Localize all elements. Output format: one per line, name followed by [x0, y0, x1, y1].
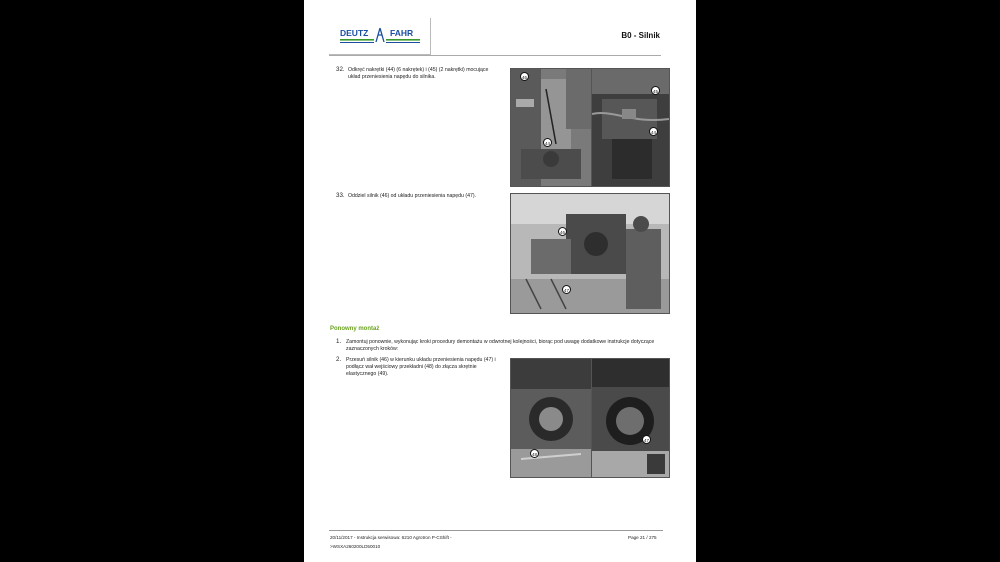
callout-46: 46: [520, 72, 529, 81]
step-32-number: 32.: [336, 66, 345, 73]
callout-46b: 46: [558, 227, 567, 236]
callout-47b: 47: [642, 435, 651, 444]
footer-doc-line2: >WSXA260200LD50010: [330, 544, 381, 549]
callout-44: 44: [543, 138, 552, 147]
reassembly-title: Ponowny montaż: [330, 326, 380, 332]
document-page: [304, 0, 696, 562]
photo-engine-left: [510, 68, 592, 187]
footer-page-number: Page 21 / 275: [628, 535, 657, 540]
brand-left-text: DEUTZ: [340, 28, 369, 38]
reassembly-1-text: Zamontuj ponownie, wykonując kroki procedury demontażu w odwrotnej kolejności, biorąc pod uwagę dodatkowe instrukcje dotyczące zaznaczonych kroków:: [346, 339, 655, 352]
photo-engine-right: [591, 68, 670, 187]
photo-coupling: [591, 358, 670, 478]
deutz-fahr-logo: [338, 26, 422, 48]
brand-right-text: FAHR: [390, 28, 414, 38]
callout-47: 47: [562, 285, 571, 294]
footer-doc-line1: 20/11/2017 - Instrukcja serwisowa: 6210 Agrotron P-CShift -: [330, 535, 452, 540]
callout-48: 48: [530, 449, 539, 458]
footer-divider: [329, 530, 663, 531]
step-32-text: Odkręć nakrętki (44) (6 nakrętek) i (45) (2 nakrętki) mocujące układ przeniesienia napędu do silnika.: [348, 67, 489, 80]
reassembly-2-number: 2.: [336, 356, 342, 363]
callout-44b: 44: [649, 127, 658, 136]
photo-engine-separation: [510, 193, 670, 314]
header-divider: [329, 55, 661, 56]
callout-45: 45: [651, 86, 660, 95]
photo-input-shaft: [510, 358, 592, 478]
section-title: B0 - Silnik: [621, 31, 660, 40]
reassembly-1-number: 1.: [336, 338, 342, 345]
step-33-number: 33.: [336, 192, 345, 199]
step-33-text: Oddziel silnik (46) od układu przeniesienia napędu (47).: [348, 193, 477, 199]
reassembly-2-text: Przesuń silnik (46) w kierunku układu przeniesienia napędu (47) i podłącz wał wejściowy przekładni (48) do złącza skrętnie elastycznego (49).: [346, 357, 496, 377]
logo-box: [329, 18, 431, 55]
